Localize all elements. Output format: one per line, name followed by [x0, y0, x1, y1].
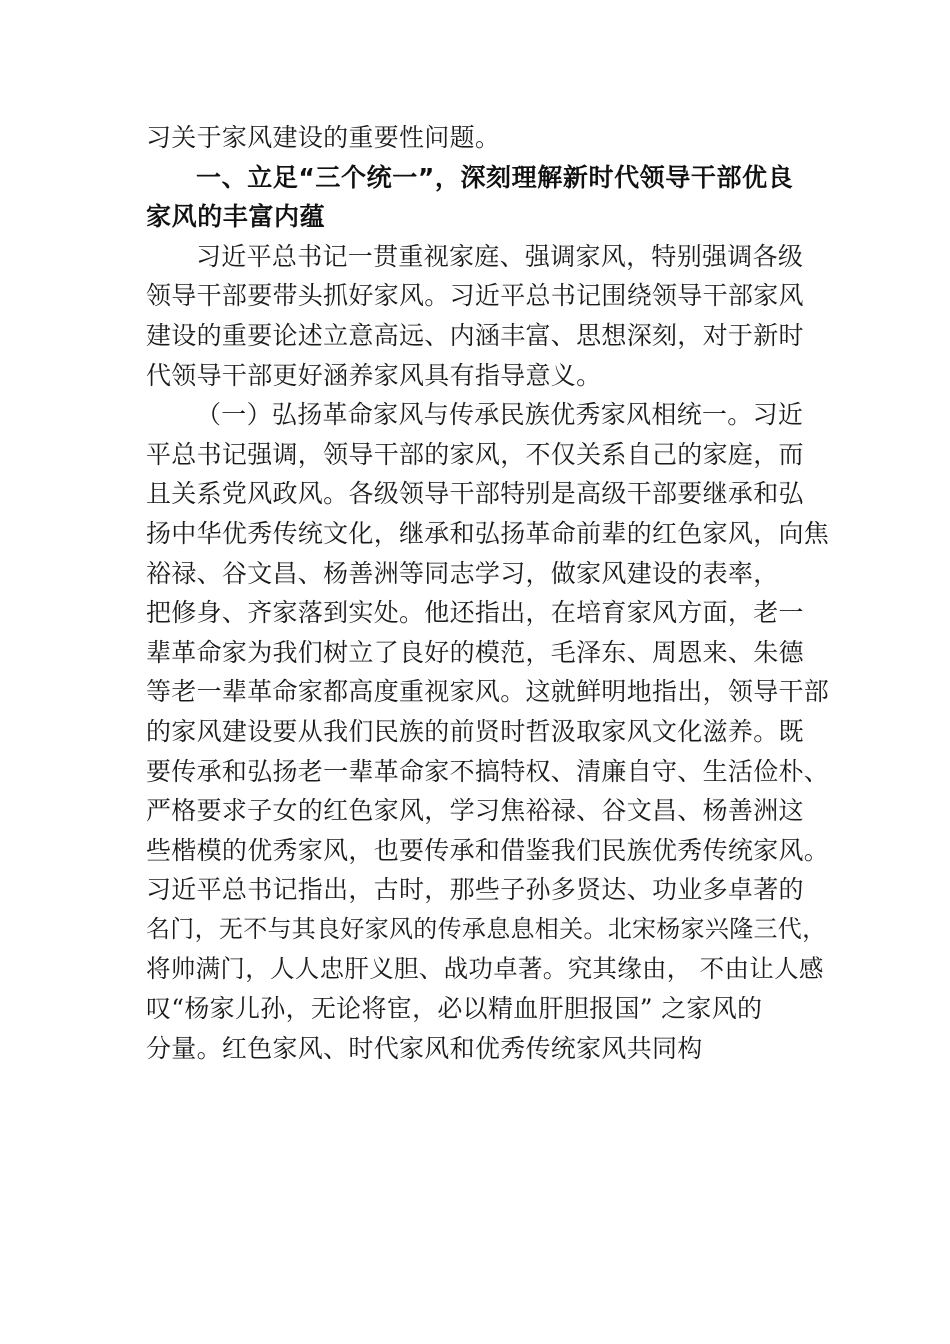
text-line: 的家风建设要从我们民族的前贤时哲汲取家风文化滋养。既: [146, 716, 804, 746]
text-line: 裕禄、谷文昌、杨善洲等同志学习，做家风建设的表率，: [146, 558, 779, 588]
section-heading-line: 一、立足“三个统一”，深刻理解新时代领导干部优良: [196, 162, 794, 192]
text-line: 严格要求子女的红色家风，学习焦裕禄、谷文昌、杨善洲这: [146, 796, 804, 826]
text-line: 叹“杨家儿孙，无论将宦，必以精血肝胆报国” 之家风的: [146, 994, 763, 1024]
text-line: 代领导干部更好涵养家风具有指导意义。: [146, 360, 602, 390]
text-line: 等老一辈革命家都高度重视家风。这就鲜明地指出，领导干部: [146, 677, 830, 707]
text-line: 辈革命家为我们树立了良好的模范，毛泽东、周恩来、朱德: [146, 637, 804, 667]
text-line: 建设的重要论述立意高远、内涵丰富、思想深刻，对于新时: [146, 320, 804, 350]
text-line: 习近平总书记一贯重视家庭、强调家风，特别强调各级: [196, 241, 804, 271]
text-line: 名门，无不与其良好家风的传承息息相关。北宋杨家兴隆三代，: [146, 914, 827, 943]
text-line: 平总书记强调，领导干部的家风，不仅关系自己的家庭，而: [146, 439, 804, 469]
text-line: 分量。红色家风、时代家风和优秀传统家风共同构: [146, 1033, 703, 1063]
text-line: 扬中华优秀传统文化，继承和弘扬革命前辈的红色家风，向焦: [146, 518, 830, 548]
section-heading-line: 家风的丰富内蕴: [146, 202, 326, 232]
text-line: 些楷模的优秀家风，也要传承和借鉴我们民族优秀传统家风。: [146, 835, 830, 865]
text-line: 将帅满门，人人忠肝义胆、战功卓著。究其缘由， 不由让人感: [146, 954, 824, 984]
document-body: [146, 118, 836, 1068]
text-line: 领导干部要带头抓好家风。习近平总书记围绕领导干部家风: [146, 281, 804, 311]
text-line: 把修身、齐家落到实处。他还指出，在培育家风方面，老一: [146, 598, 804, 628]
subsection-heading-line: （一）弘扬革命家风与传承民族优秀家风相统一。习近: [196, 400, 804, 430]
text-line: 且关系党风政风。各级领导干部特别是高级干部要继承和弘: [146, 479, 804, 509]
text-line: 习近平总书记指出，古时，那些子孙多贤达、功业多卓著的: [146, 875, 804, 905]
text-line: 习关于家风建设的重要性问题。: [146, 123, 501, 152]
text-line: 要传承和弘扬老一辈革命家不搞特权、清廉自守、生活俭朴、: [146, 756, 830, 786]
